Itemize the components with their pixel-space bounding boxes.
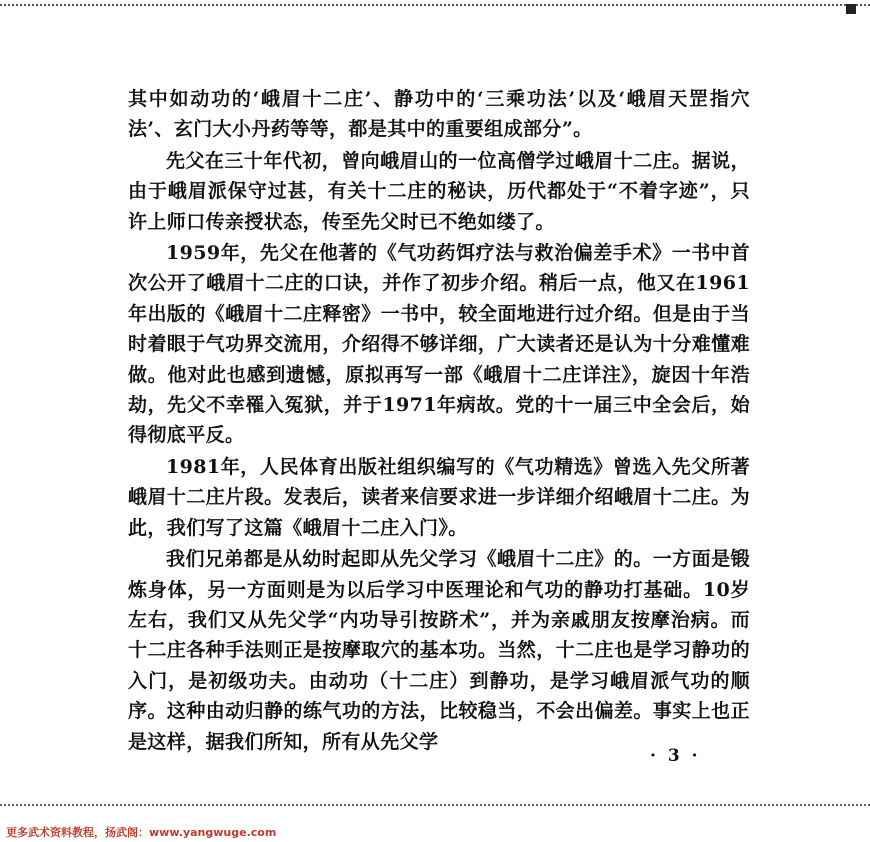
corner-mark — [846, 4, 856, 14]
bottom-scan-border — [0, 804, 870, 806]
paragraph-5: 我们兄弟都是从幼时起即从先父学习《峨眉十二庄》的。一方面是锻炼身体，另一方面则是为以后学习中医理论和气功的静功打基础。10岁左右，我们又从先父学“内功导引按跻术”，并为亲戚朋友按摩治病。而十二庄各种手法则正是按摩取穴的基本功。当然，十二庄也是学习静功的入门，是初级功夫。由动功（十二庄）到静功，是学习峨眉派气功的顺序。这种由动归静的练气功的方法，比较稳当，不会出偏差。事实上也正是这样，据我们所知，所有从先父学 — [128, 548, 750, 753]
page-body — [128, 84, 750, 758]
top-scan-border — [0, 4, 870, 6]
paragraph-3: 1959年，先父在他著的《气功药饵疗法与救治偏差手术》一书中首次公开了峨眉十二庄的口诀，并作了初步介绍。稍后一点，他又在1961年出版的《峨眉十二庄释密》一书中，较全面地进行过介绍。但是由于当时着眼于气功界交流用，介绍得不够详细，广大读者还是认为十分难懂难做。他对此也感到遗憾，原拟再写一部《峨眉十二庄详注》，旋因十年浩劫，先父不幸罹入冤狱，并于1971年病故。党的十一届三中全会后，始得彻底平反。 — [128, 242, 750, 447]
paragraph-1: 其中如动功的‘峨眉十二庄’、静功中的‘三乘功法’以及‘峨眉天罡指穴法’、玄门大小丹药等等，都是其中的重要组成部分”。 — [128, 88, 750, 141]
paragraph-4: 1981年，人民体育出版社组织编写的《气功精选》曾选入先父所著峨眉十二庄片段。发表后，读者来信要求进一步详细介绍峨眉十二庄。为此，我们写了这篇《峨眉十二庄入门》。 — [128, 455, 750, 539]
paragraph-2: 先父在三十年代初，曾向峨眉山的一位高僧学过峨眉十二庄。据说，由于峨眉派保守过甚，有关十二庄的秘诀，历代都处于“不着字迹”，只许上师口传亲授状态，传至先父时已不绝如缕了。 — [128, 149, 750, 233]
page-number: · 3 · — [650, 746, 701, 766]
footer-watermark-text: 更多武术资料教程，扬武阁：www.yangwuge.com — [6, 826, 277, 839]
